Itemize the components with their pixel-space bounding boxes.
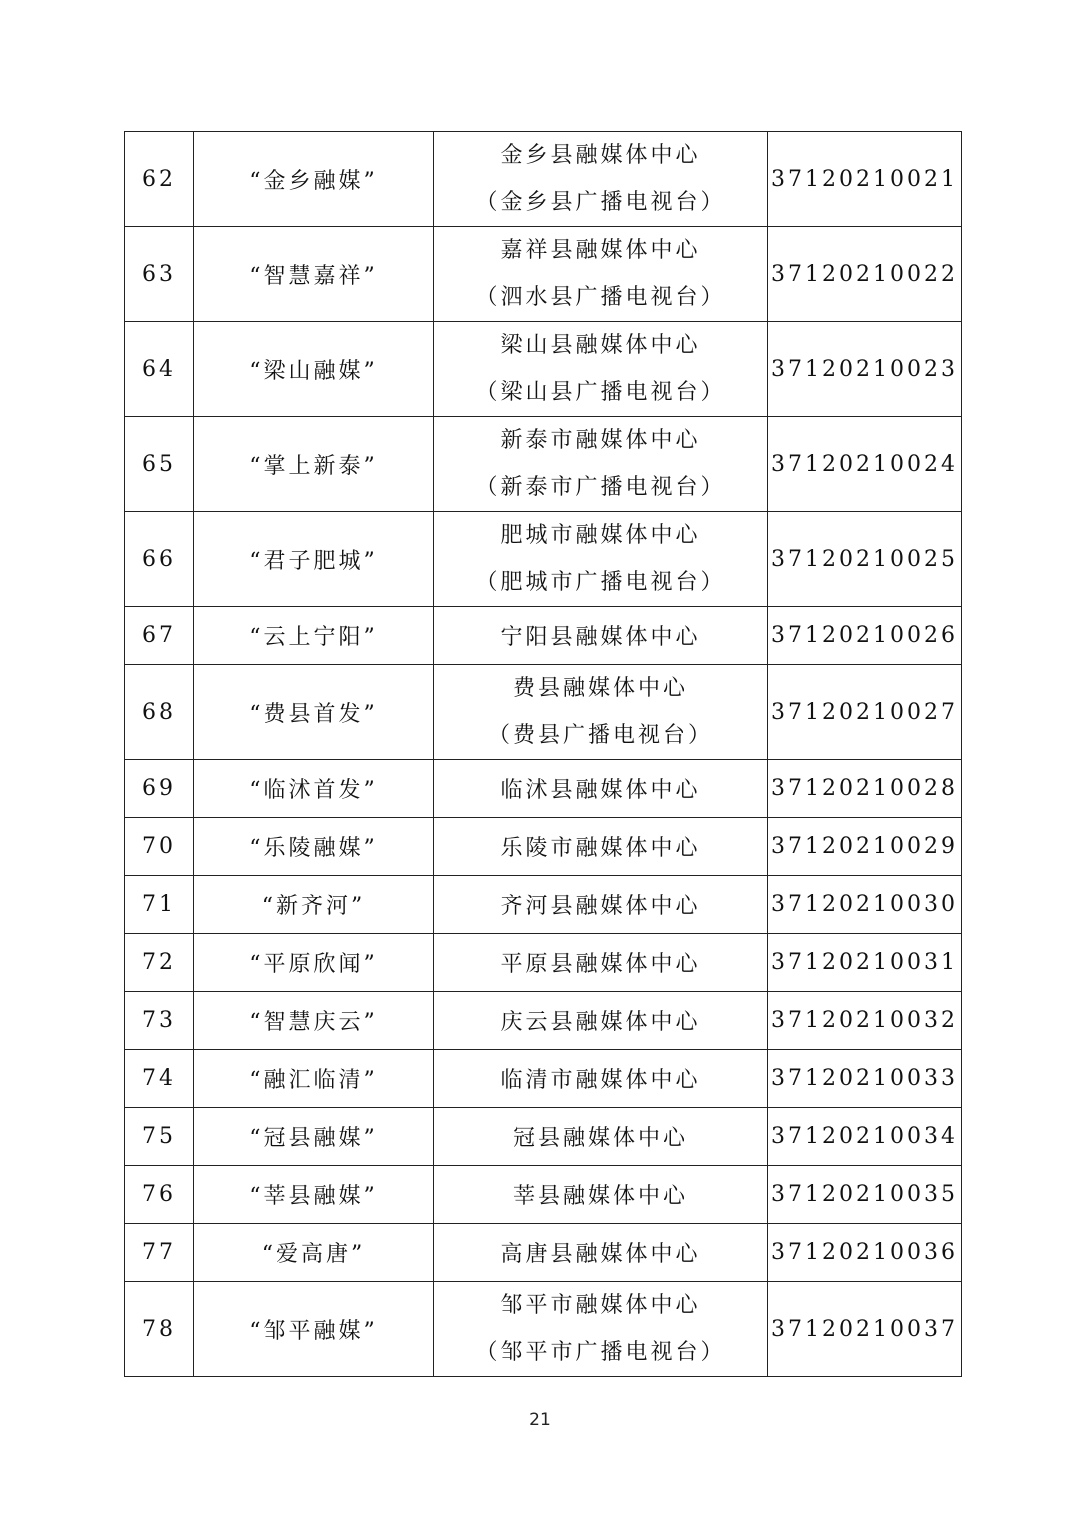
row-number: 66 (125, 512, 194, 607)
organization-alt-name: （新泰市广播电视台） (475, 475, 726, 500)
table-row (125, 1050, 962, 1108)
registration-code: 37120210028 (768, 760, 962, 818)
table-row (125, 607, 962, 665)
row-number: 77 (125, 1224, 194, 1282)
row-number: 62 (125, 132, 194, 227)
organization-name: 梁山县融媒体中心 (500, 333, 701, 358)
registration-code: 37120210024 (768, 417, 962, 512)
row-number: 71 (125, 876, 194, 934)
organization-name: 高唐县融媒体中心 (434, 1224, 768, 1282)
organization-alt-name: （邹平市广播电视台） (475, 1340, 726, 1365)
registration-code: 37120210026 (768, 607, 962, 665)
app-name: “融汇临清” (194, 1050, 434, 1108)
table-row (125, 322, 962, 417)
organization-name: 临清市融媒体中心 (434, 1050, 768, 1108)
table-row (125, 934, 962, 992)
organization-alt-name: （肥城市广播电视台） (475, 570, 726, 595)
organization-name: 乐陵市融媒体中心 (434, 818, 768, 876)
registration-code: 37120210022 (768, 227, 962, 322)
table-row (125, 1282, 962, 1377)
organization-cell (434, 132, 768, 227)
row-number: 63 (125, 227, 194, 322)
organization-name: 冠县融媒体中心 (434, 1108, 768, 1166)
app-name: “云上宁阳” (194, 607, 434, 665)
app-name: “邹平融媒” (194, 1282, 434, 1377)
registration-code: 37120210032 (768, 992, 962, 1050)
app-name: “智慧嘉祥” (194, 227, 434, 322)
app-name: “乐陵融媒” (194, 818, 434, 876)
organization-alt-name: （费县广播电视台） (487, 723, 713, 748)
organization-name: 嘉祥县融媒体中心 (500, 238, 701, 263)
organization-cell (434, 665, 768, 760)
table-row (125, 227, 962, 322)
app-name: “梁山融媒” (194, 322, 434, 417)
organization-cell (434, 417, 768, 512)
organization-name: 莘县融媒体中心 (434, 1166, 768, 1224)
organization-name: 宁阳县融媒体中心 (434, 607, 768, 665)
row-number: 68 (125, 665, 194, 760)
row-number: 64 (125, 322, 194, 417)
app-name: “平原欣闻” (194, 934, 434, 992)
app-name: “智慧庆云” (194, 992, 434, 1050)
organization-name: 临沭县融媒体中心 (434, 760, 768, 818)
row-number: 75 (125, 1108, 194, 1166)
registration-code: 37120210030 (768, 876, 962, 934)
table-row (125, 512, 962, 607)
organization-alt-name: （金乡县广播电视台） (475, 190, 726, 215)
registration-code: 37120210023 (768, 322, 962, 417)
organization-alt-name: （梁山县广播电视台） (475, 380, 726, 405)
table-row (125, 1166, 962, 1224)
row-number: 78 (125, 1282, 194, 1377)
registration-code: 37120210034 (768, 1108, 962, 1166)
app-name: “金乡融媒” (194, 132, 434, 227)
table-row (125, 1108, 962, 1166)
organization-name: 平原县融媒体中心 (434, 934, 768, 992)
app-name: “掌上新泰” (194, 417, 434, 512)
organization-name: 邹平市融媒体中心 (500, 1293, 701, 1318)
registration-code: 37120210029 (768, 818, 962, 876)
organization-cell (434, 512, 768, 607)
table-row (125, 818, 962, 876)
registration-code: 37120210033 (768, 1050, 962, 1108)
registration-code: 37120210025 (768, 512, 962, 607)
table-row (125, 132, 962, 227)
app-name: “君子肥城” (194, 512, 434, 607)
registration-code: 37120210031 (768, 934, 962, 992)
organization-name: 庆云县融媒体中心 (434, 992, 768, 1050)
organization-name: 金乡县融媒体中心 (500, 143, 701, 168)
registration-code: 37120210037 (768, 1282, 962, 1377)
organization-cell (434, 1282, 768, 1377)
row-number: 69 (125, 760, 194, 818)
organization-name: 新泰市融媒体中心 (500, 428, 701, 453)
app-name: “临沭首发” (194, 760, 434, 818)
app-name: “冠县融媒” (194, 1108, 434, 1166)
table-row (125, 417, 962, 512)
organization-name: 肥城市融媒体中心 (500, 523, 701, 548)
organization-cell (434, 227, 768, 322)
table-row (125, 876, 962, 934)
row-number: 70 (125, 818, 194, 876)
registration-code: 37120210035 (768, 1166, 962, 1224)
page-number: 21 (529, 1410, 551, 1430)
organization-alt-name: （泗水县广播电视台） (475, 285, 726, 310)
row-number: 74 (125, 1050, 194, 1108)
registration-code: 37120210036 (768, 1224, 962, 1282)
app-name: “莘县融媒” (194, 1166, 434, 1224)
row-number: 76 (125, 1166, 194, 1224)
row-number: 67 (125, 607, 194, 665)
table-row (125, 665, 962, 760)
organization-name: 费县融媒体中心 (512, 676, 688, 701)
organization-cell (434, 322, 768, 417)
organization-name: 齐河县融媒体中心 (434, 876, 768, 934)
app-name: “费县首发” (194, 665, 434, 760)
row-number: 65 (125, 417, 194, 512)
registration-code: 37120210027 (768, 665, 962, 760)
app-name: “爱高唐” (194, 1224, 434, 1282)
table-row (125, 992, 962, 1050)
table-row (125, 1224, 962, 1282)
media-registry-table (124, 131, 962, 1377)
table-row (125, 760, 962, 818)
app-name: “新齐河” (194, 876, 434, 934)
registration-code: 37120210021 (768, 132, 962, 227)
row-number: 73 (125, 992, 194, 1050)
row-number: 72 (125, 934, 194, 992)
